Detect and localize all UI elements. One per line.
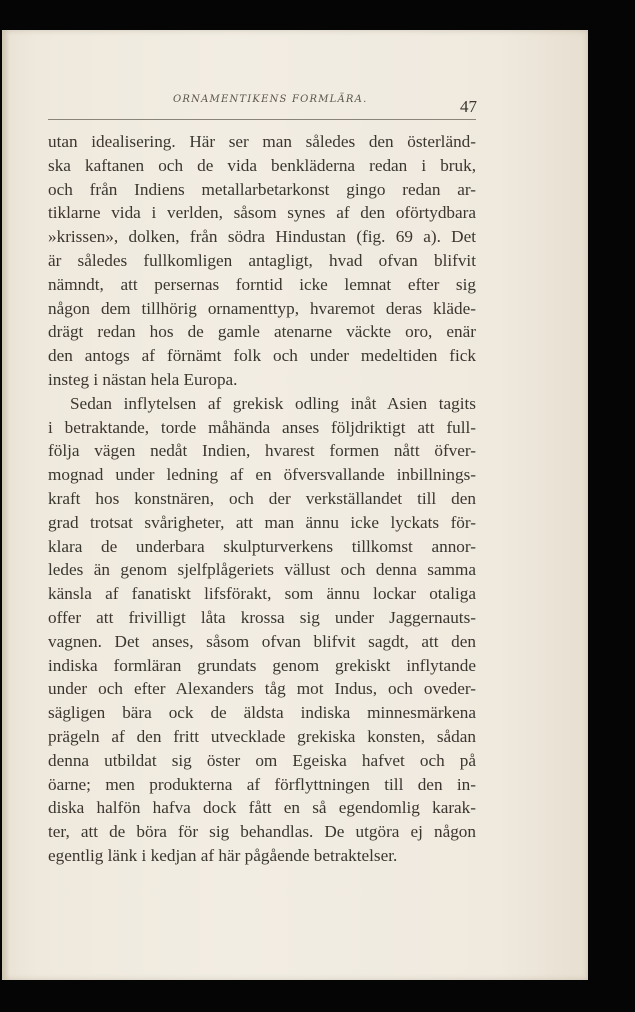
paragraph-start-line: Sedan inflytelsen af grekisk odling inåt Asien tagits	[70, 393, 476, 413]
text-line: under och efter Alexanders tåg mot Indus, och oveder-	[48, 679, 476, 699]
text-line: är således fullkomligen antagligt, hvad ofvan blifvit	[48, 250, 476, 270]
text-line: sägligen bära ock de äldsta indiska minnesmärkena	[48, 703, 476, 723]
text-line: öarne; men produkterna af förflyttningen till den in-	[48, 774, 476, 794]
text-line: diska halfön hafva dock fått en så egendomlig karak-	[48, 798, 476, 818]
text-line: i betraktande, torde måhända anses följdriktigt att full-	[48, 417, 476, 437]
text-line: ska kaftanen och de vida benkläderna redan i bruk,	[48, 155, 476, 175]
text-line: grad trotsat svårigheter, att man ännu icke lyckats för-	[48, 512, 476, 532]
text-line: ledes än genom sjelfplågeriets vällust och denna samma	[48, 560, 476, 580]
text-line: den antogs af förnämt folk och under medeltiden fick	[48, 346, 476, 366]
page-gutter	[2, 30, 10, 980]
header-rule	[48, 119, 476, 120]
text-line: indiska formläran grundats genom grekiskt inflytande	[48, 655, 476, 675]
running-head: ORNAMENTIKENS FORMLÄRA.	[173, 94, 368, 105]
text-line: vagnen. Det anses, såsom ofvan blifvit sagdt, att den	[48, 631, 476, 651]
page-number: 47	[460, 97, 477, 116]
text-line: drägt redan hos de gamle atenarne väckte oro, enär	[48, 322, 476, 342]
text-line: offer att frivilligt låta krossa sig under Jaggernauts-	[48, 607, 476, 627]
text-line: kraft hos konstnären, och der verkställandet till den	[48, 488, 476, 508]
text-line: mognad under ledning af en öfversvallande inbillnings-	[48, 465, 476, 485]
text-line: någon dem tillhörig ornamenttyp, hvaremot deras kläde-	[48, 298, 476, 318]
text-line: ter, att de böra för sig behandlas. De utgöra ej någon	[48, 822, 476, 842]
paragraph-end-line: insteg i nästan hela Europa.	[48, 369, 238, 389]
text-line: följa vägen nedåt Indien, hvarest formen nått öfver-	[48, 441, 476, 461]
text-line: klara de underbara skulpturverkens tillkomst annor-	[48, 536, 476, 556]
body-text	[48, 130, 476, 868]
paragraph-end-line: egentlig länk i kedjan af här pågående betraktelser.	[48, 845, 398, 865]
text-line: prägeln af den fritt utvecklade grekiska konsten, sådan	[48, 726, 476, 746]
text-line: känsla af fanatiskt lifsförakt, som ännu lockar otaliga	[48, 584, 476, 604]
text-line: nämndt, att persernas forntid icke lemnat efter sig	[48, 274, 476, 294]
text-line: tiklarne vida i verlden, såsom synes af den oförtydbara	[48, 203, 476, 223]
text-line: utan idealisering. Här ser man således den österländ-	[48, 132, 476, 151]
text-line: och från Indiens metallarbetarkonst gingo redan ar-	[48, 179, 476, 199]
text-line: »krissen», dolken, från södra Hindustan (fig. 69 a). Det	[48, 227, 476, 247]
text-line: denna utbildat sig öster om Egeiska hafvet och på	[48, 750, 476, 770]
